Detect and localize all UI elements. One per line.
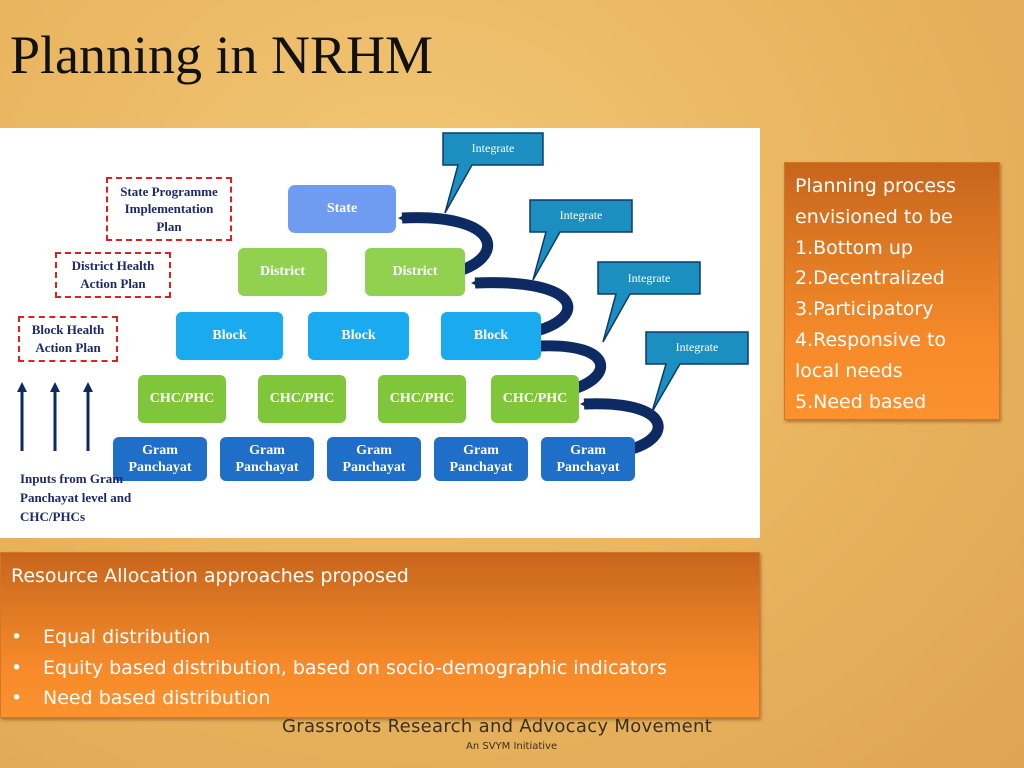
integrate-label: Integrate xyxy=(627,271,671,285)
block-node: Block xyxy=(441,312,541,360)
process-item: 4.Responsive to local needs xyxy=(795,328,947,382)
gram-panchayat-node: Gram Panchayat xyxy=(434,437,528,481)
resource-allocation-list xyxy=(11,622,749,714)
resource-allocation-box xyxy=(0,552,760,718)
chc-phc-node: CHC/PHC xyxy=(491,375,579,423)
list-item xyxy=(11,683,749,714)
district-node: District xyxy=(238,248,327,296)
footer-organization: Grassroots Research and Advocacy Movement xyxy=(282,716,713,737)
planning-hierarchy-diagram xyxy=(0,128,760,538)
chc-phc-node: CHC/PHC xyxy=(378,375,466,423)
integrate-label: Integrate xyxy=(675,340,719,354)
state-node: State xyxy=(288,185,396,233)
list-item-text: Equity based distribution, based on socio-demographic indicators xyxy=(43,656,667,679)
list-item-text: Need based distribution xyxy=(43,687,271,710)
chc-phc-node: CHC/PHC xyxy=(138,375,226,423)
process-item: 3.Participatory xyxy=(795,298,934,321)
bullet: • xyxy=(11,687,23,710)
process-item: 5.Need based xyxy=(795,390,927,413)
block-node: Block xyxy=(308,312,409,360)
gram-panchayat-node: Gram Panchayat xyxy=(220,437,314,481)
inputs-note: Inputs from Gram Panchayat level and CHC/PHCs xyxy=(20,471,132,524)
gram-panchayat-node: Gram Panchayat xyxy=(113,437,207,481)
slide-title: Planning in NRHM xyxy=(10,25,434,85)
district-plan-label: District Health Action Plan xyxy=(55,252,171,298)
process-item: 1.Bottom up xyxy=(795,236,913,259)
footer-tagline: An SVYM Initiative xyxy=(466,741,558,752)
list-item xyxy=(11,622,749,653)
process-item: 2.Decentralized xyxy=(795,267,945,290)
planning-process-heading: Planning process envisioned to be xyxy=(795,175,956,228)
state-plan-label: State Programme Implementation Plan xyxy=(106,177,232,241)
block-plan-label: Block Health Action Plan xyxy=(18,316,118,362)
gram-panchayat-node: Gram Panchayat xyxy=(541,437,635,481)
district-node: District xyxy=(365,248,465,296)
integrate-label: Integrate xyxy=(471,141,515,155)
list-item-text: Equal distribution xyxy=(43,625,211,648)
bullet: • xyxy=(11,625,23,648)
gram-panchayat-node: Gram Panchayat xyxy=(327,437,421,481)
bullet: • xyxy=(11,656,23,679)
list-item xyxy=(11,653,749,684)
chc-phc-node: CHC/PHC xyxy=(258,375,346,423)
integrate-label: Integrate xyxy=(559,208,603,222)
planning-process-box xyxy=(784,162,1000,420)
block-node: Block xyxy=(176,312,283,360)
resource-allocation-heading: Resource Allocation approaches proposed xyxy=(11,565,409,587)
